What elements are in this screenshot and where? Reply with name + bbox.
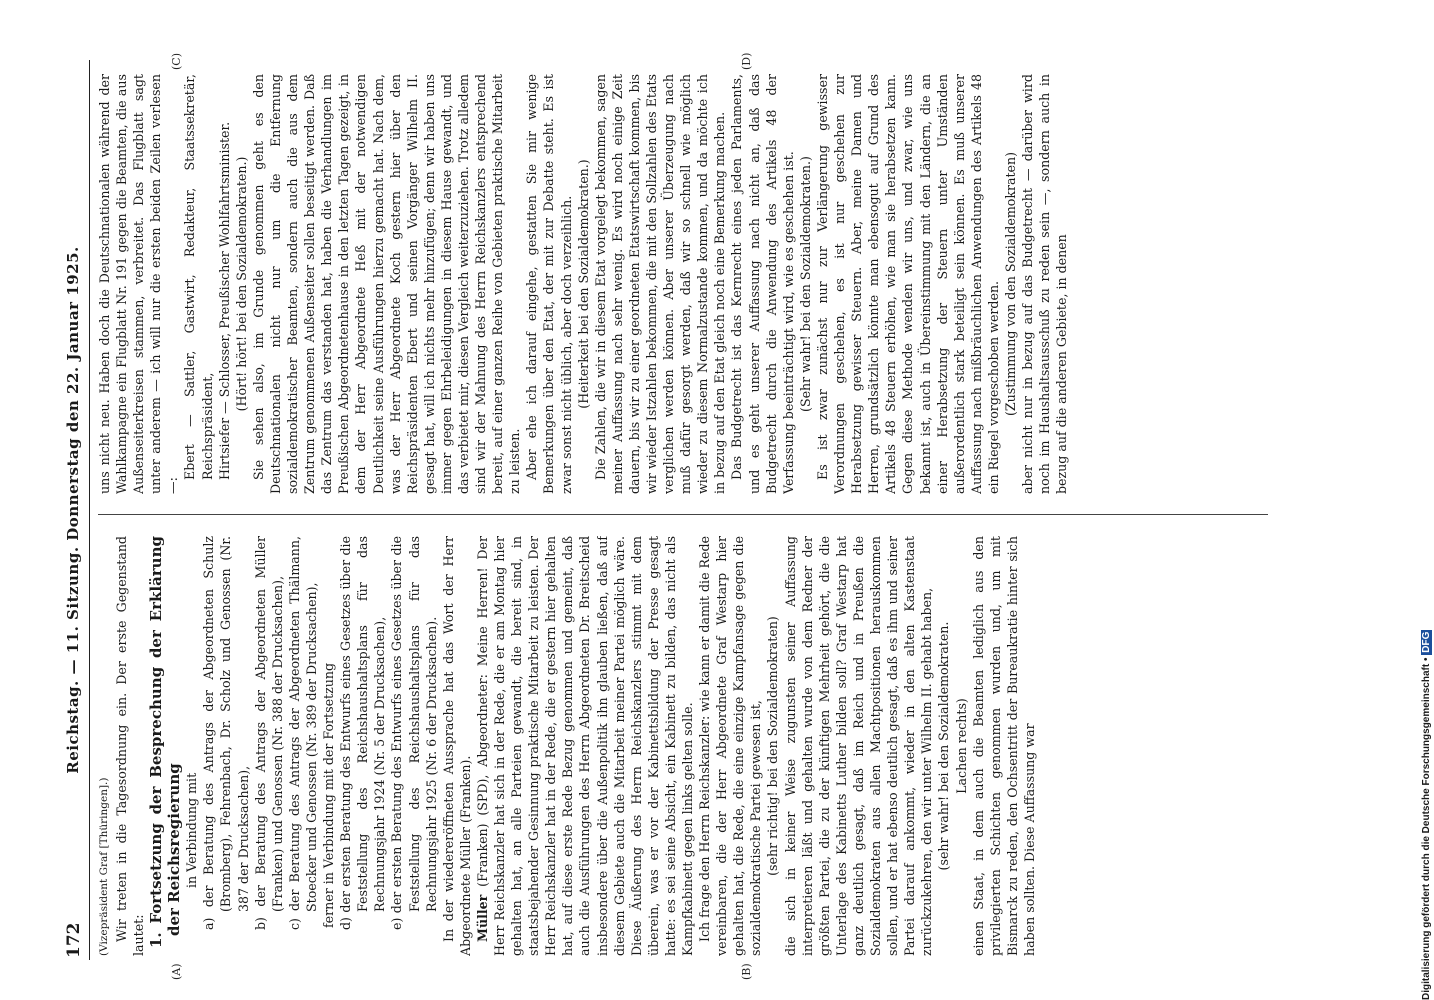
interjection: Lachen rechts) xyxy=(953,698,969,794)
agenda-connector: ferner in Verbindung mit der Fortsetzung xyxy=(321,662,337,928)
interjection: (Heiterkeit bei den Sozialdemokraten.) xyxy=(575,159,591,409)
agenda-item-title: 1. Fortsetzung der Besprechung der Erklärung der Reichsregierung xyxy=(147,536,184,948)
paragraph: uns nicht neu. Haben doch die Deutschnationalen während der Wahlkampagne ein Flugblatt Nr. 191 gegen die Beamten, die aus Außenseiterkreisen stammen, verbreitet. Das Flugblatt sagt unter anderem — ich will nur die ersten beiden Zeilen verlesen —: xyxy=(97,74,181,494)
digitization-credit xyxy=(1418,8,1434,1000)
rotated-page xyxy=(60,52,1300,980)
paragraph: Es ist zwar zunächst nur zur Verlängerung gewisser Verordnungen geschehen, es ist nur geschehen zur Herabsetzung gewisser Steuern. Aber, meine Damen und Herren, grundsätzlich könnte man ebensogut auf Grund des Artikels 48 Steuern erhöhen, wie man sie herabsetzen kann. Gegen diese Methode wenden wir uns, und zwar, wie uns bekannt ist, auch in Übereinstimmung mit den Ländern, die an einer Herabsetzung der Steuern unter Umständen außerordentlich stark beteiligt sein können. Es muß unserer Auffassung nach mißbräuchlichen Anwendungen des Artikels 48 ein Riegel vorgeschoben werden. xyxy=(814,74,1001,494)
agenda-subitem-d: d) der ersten Beratung des Entwurfs eines Gesetzes über die Feststellung des Reichshaushaltsplans für das Rechnungsjahr 1924 (Nr. 5 der Drucksachen), xyxy=(338,536,388,930)
paragraph: Die Zahlen, die wir in diesem Etat vorgelegt bekommen, sagen meiner Auffassung nach sehr wenig. Es wird noch einige Zeit dauern, bis wir zu einer geordneten Etatswirtschaft kommen, bis wir wieder Istzahlen bekommen, die mit den Sollzahlen des Etats verglichen werden können. Aber unserer Überzeugung nach muß dafür gesorgt werden, daß wir so schnell wie möglich wieder zu diesem Normalzustande kommen, und da möchte ich in bezug auf den Etat gleich noch eine Bemerkung machen. xyxy=(592,74,728,494)
agenda-connector: in Verbindung mit xyxy=(184,772,200,888)
paragraph: Wir treten in die Tagesordnung ein. Der erste Gegenstand lautet: xyxy=(114,536,147,956)
paragraph: Das Budgetrecht ist das Kernrecht eines jeden Parlaments, und es geht unserer Auffassung nach nicht an, daß das Budgetrecht durch die Anwendung des Artikels 48 der Verfassung beeinträchtigt wird, wie es geschehen ist. xyxy=(729,74,796,494)
quoted-line: Ebert — Sattler, Gastwirt, Redakteur, Staatssekretär, Reichspräsident, xyxy=(182,74,215,480)
paragraph: einen Staat, in dem auch die Beamten lediglich aus den privilegierten Schichten genommen wurden und, um mit Bismarck zu reden, den Ochsentritt der Bureaukratie hinter sich haben sollten. Diese Auffassung war xyxy=(970,536,1037,956)
credit-label: Digitalisierung gefördert durch die Deutsche Forschungsgemeinschaft • xyxy=(1421,657,1432,1000)
right-column xyxy=(96,74,1276,494)
margin-marker-a: (A) xyxy=(170,963,183,980)
interjection: (sehr wahr! bei den Sozialdemokraten. xyxy=(936,621,952,871)
agenda-subitem-b: b) der Beratung des Antrags der Abgeordneten Müller (Franken) und Genossen (Nr. 388 der Drucksachen), xyxy=(252,536,285,930)
speaker-note: (Vizepräsident Graf [Thüringen].) xyxy=(98,777,110,956)
credit-text xyxy=(1421,16,1432,1000)
dfg-logo: DFG xyxy=(1421,631,1432,653)
speaker-name: Müller xyxy=(474,894,490,942)
paragraph: In der wiedereröffneten Aussprache hat das Wort der Herr Abgeordnete Müller (Franken). xyxy=(440,536,473,956)
margin-marker-b: (B) xyxy=(740,963,753,980)
paragraph: Ich frage den Herrn Reichskanzler: wie kann er damit die Rede vereinbaren, die der Herr Abgeordnete Graf Westarp hier gehalten hat, die Rede, die eine einzige Kampfansage gegen die sozialdemokratische Partei gewesen ist, xyxy=(697,536,764,956)
column-divider xyxy=(98,514,1268,515)
paragraph: aber nicht nur in bezug auf das Budgetrecht — darüber wird noch im Haushaltsausschuß zu reden sein —, sondern auch in bezug auf die anderen Gebiete, in denen xyxy=(1020,74,1070,494)
quoted-line: Hirtsiefer — Schlosser, Preußischer Wohlfahrtsminister. xyxy=(216,121,232,480)
paragraph: Aber ehe ich darauf eingehe, gestatten Sie mir wenige Bemerkungen über den Etat, der mit zur Debatte steht. Es ist zwar sonst nicht üblich, aber doch verzeihlich. xyxy=(524,74,574,494)
running-title: Reichstag. — 11. Sitzung. Donnerstag den 22. Januar 1925. xyxy=(64,246,82,774)
paragraph: die sich in keiner Weise zugunsten seiner Auffassung interpretieren läßt und gehalten wurde von dem Redner der größten Partei, die zu der künftigen Mehrheit gehört, die die Unterlage des Kabinetts Luther bilden soll? Graf Westarp hat ganz deutlich gesagt, daß im Reich und in Preußen die Sozialdemokraten aus allen Machtpositionen herauskommen sollen, und er hat ebenso deutlich gesagt, daß es ihm und seiner Partei darauf ankommt, wieder in den alten Kastenstaat zurückzukehren, den wir unter Wilhelm II. gehabt haben, xyxy=(782,536,935,956)
agenda-subitem-a: a) der Beratung des Antrags der Abgeordneten Schulz (Bromberg), Fehrenbach, Dr. Scholz und Genossen (Nr. 387 der Drucksachen), xyxy=(201,536,251,930)
interjection: (Sehr wahr! bei den Sozialdemokraten.) xyxy=(797,156,813,412)
paragraph: Sie sehen also, im Grunde genommen geht es den Deutschnationalen nicht nur um die Entfernung sozialdemokratischer Beamten, sondern auch die aus dem Zentrum genommenen Außenseiter sollen beseitigt werden. Daß das Zentrum das verstanden hat, haben die Verhandlungen im Preußischen Abgeordnetenhause in den letzten Tagen gezeigt, in dem der Herr Abgeordnete Heß mit der notwendigen Deutlichkeit seine Ausführungen hierzu gemacht hat. Nach dem, was der Herr Abgeordnete Koch gestern hier über den Reichspräsidenten Ebert und seinen Vorgänger Wilhelm II. gesagt hat, will ich nichts mehr hinzufügen; denn wir haben uns immer gegen Ehrbeleidigungen in diesem Hause gewandt, und das verbietet mir, diesen Vergleich weiterzuziehen. Trotz alledem sind wir der Mahnung des Herrn Reichskanzlers entsprechend bereit, auf einer ganzen Reihe von Gebieten praktische Mitarbeit zu leisten. xyxy=(250,74,523,494)
margin-marker-c: (C) xyxy=(170,53,183,70)
speech-paragraph xyxy=(474,536,696,956)
margin-marker-d: (D) xyxy=(740,52,753,70)
interjection: (sehr richtig! bei den Sozialdemokraten) xyxy=(765,616,781,876)
page-number: 172 xyxy=(64,922,84,958)
agenda-subitem-e: e) der ersten Beratung des Entwurfs eines Gesetzes über die Feststellung des Reichshaushaltsplans für das Rechnungsjahr 1925 (Nr. 6 der Drucksachen). xyxy=(389,536,439,930)
interjection: (Hört! hört! bei den Sozialdemokraten.) xyxy=(233,156,249,412)
interjection: (Zustimmung von den Sozialdemokraten) xyxy=(1002,151,1018,417)
left-column xyxy=(96,536,1276,956)
agenda-subitem-c: c) der Beratung des Antrags der Abgeordneten Thälmann, Stoecker und Genossen (Nr. 389 der Drucksachen), xyxy=(286,536,319,930)
header-rule xyxy=(89,60,90,960)
speech-text: (Franken) (SPD), Abgeordneter: Meine Herren! Der Herr Reichskanzler hat sich in der Rede, die er am Montag hier gehalten hat, an alle Parteien gewandt, die bereit sind, in staatsbejahender Gesinnung praktische Mitarbeit zu leisten. Der Herr Reichskanzler hat in der Rede, die er gestern hier gehalten hat, auf diese erste Rede Bezug genommen und gemeint, daß auch die Ausführungen des Herrn Abgeordneten Dr. Breitscheid insbesondere über die Außenpolitik ihn glauben ließen, daß auf diesem Gebiete auch die Mitarbeit meiner Partei möglich wäre. Diese Äußerung des Herrn Reichskanzlers stimmt mit dem überein, was er vor der Kabinettsbildung der Presse gesagt hatte: es sei seine Absicht, ein Kabinett zu bilden, das nicht als Kampfkabinett gegen links gelten solle. xyxy=(474,536,695,956)
page-header xyxy=(60,60,90,960)
